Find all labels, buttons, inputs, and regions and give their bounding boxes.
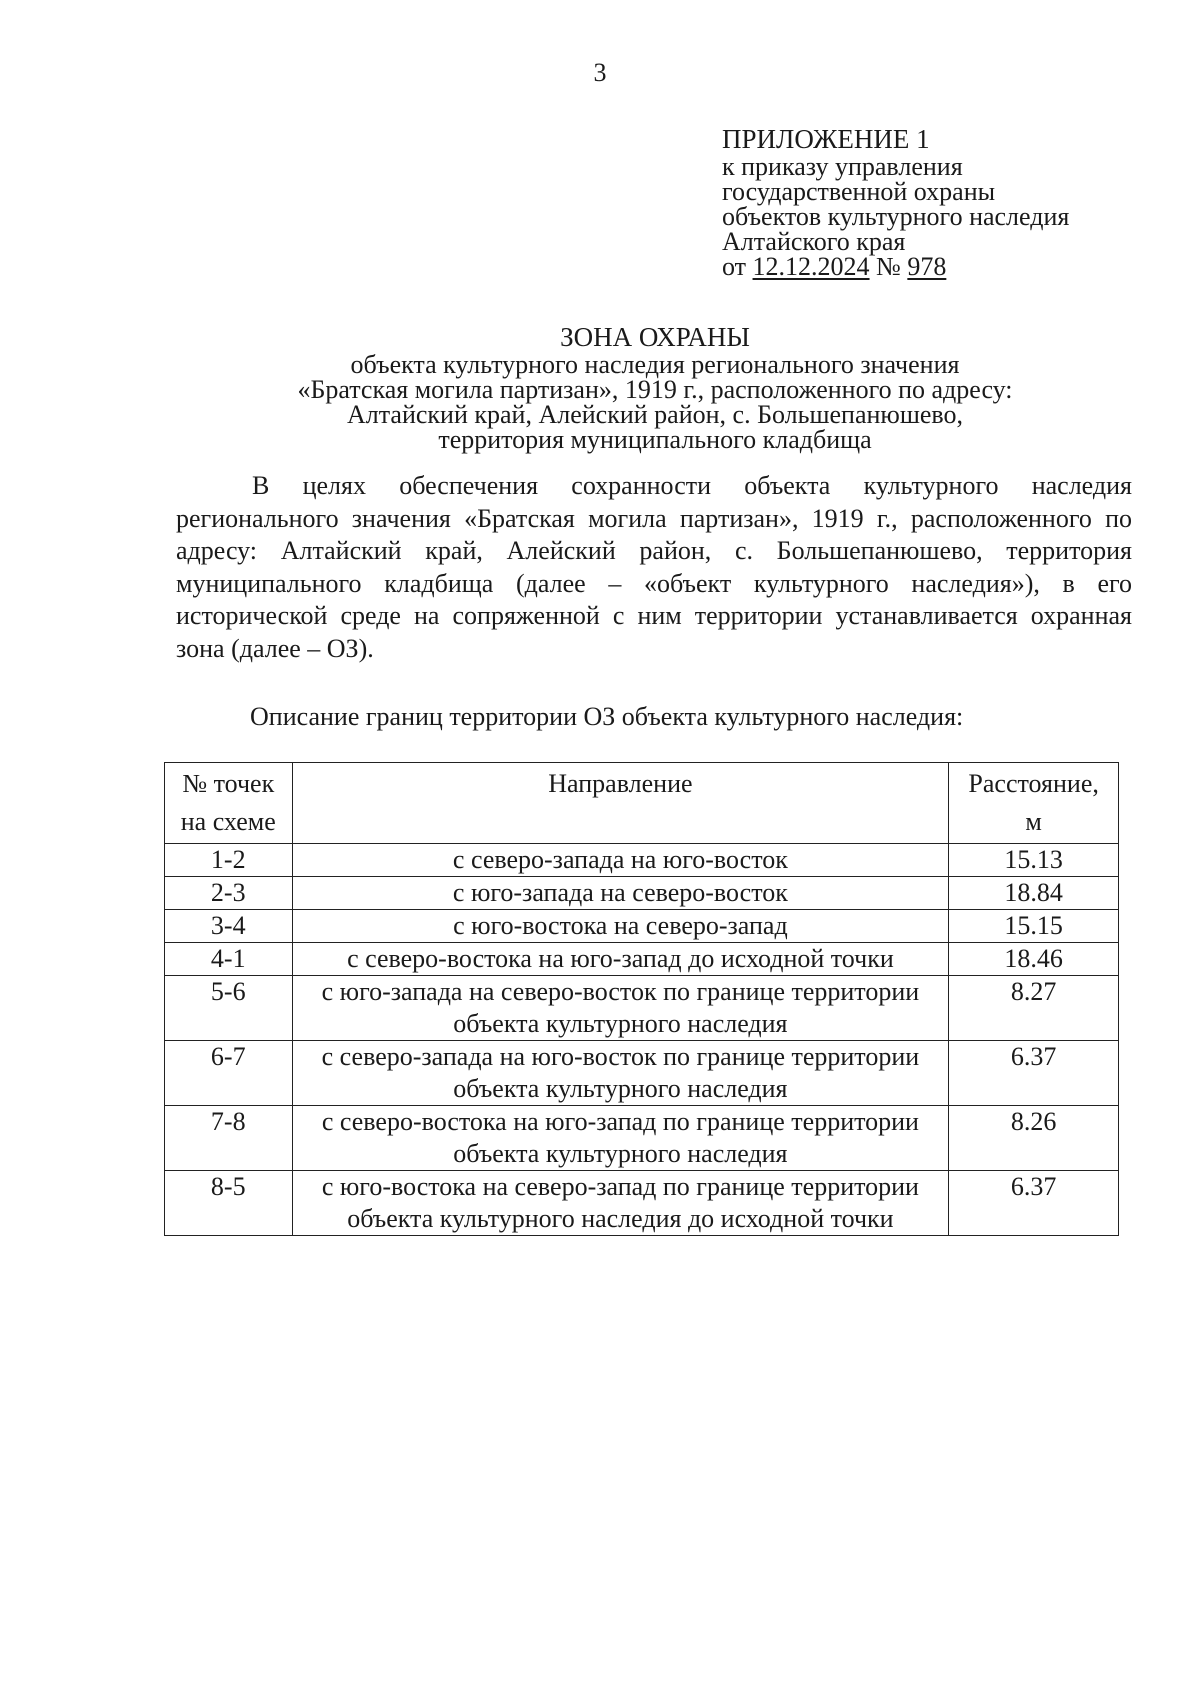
heading-line: территория муниципального кладбища [438, 425, 872, 454]
header-points [165, 763, 293, 844]
table-header-row [165, 763, 1119, 844]
header-distance-line: Расстояние, [968, 769, 1099, 798]
cell-direction: с юго-востока на северо-запад [292, 910, 949, 943]
table-row [165, 1171, 1119, 1236]
cell-distance: 6.37 [949, 1041, 1119, 1106]
cell-points: 7-8 [165, 1106, 293, 1171]
appendix-title: ПРИЛОЖЕНИЕ 1 [722, 124, 930, 154]
cell-points: 6-7 [165, 1041, 293, 1106]
table-row [165, 877, 1119, 910]
appendix-line: государственной охраны [722, 177, 996, 206]
cell-distance: 15.15 [949, 910, 1119, 943]
table-row [165, 1041, 1119, 1106]
cell-points: 8-5 [165, 1171, 293, 1236]
appendix-block [722, 124, 1069, 279]
appendix-line: объектов культурного наследия [722, 202, 1070, 231]
cell-distance: 8.27 [949, 976, 1119, 1041]
heading-line: объекта культурного наследия регионального значения [350, 350, 960, 379]
cell-direction: с юго-востока на северо-запад по границе территории объекта культурного наследия до исходной точки [292, 1171, 949, 1236]
number-prefix: № [869, 252, 908, 281]
table-row [165, 910, 1119, 943]
cell-points: 1-2 [165, 844, 293, 877]
appendix-date-line [722, 254, 1069, 279]
page-number: 3 [593, 58, 607, 87]
cell-distance: 8.26 [949, 1106, 1119, 1171]
cell-direction: с северо-востока на юго-запад по границе территории объекта культурного наследия [292, 1106, 949, 1171]
table-row [165, 1106, 1119, 1171]
cell-points: 3-4 [165, 910, 293, 943]
appendix-line: Алтайского края [722, 227, 906, 256]
header-points-line: № точек [182, 769, 275, 798]
table-caption: Описание границ территории ОЗ объекта культурного наследия: [250, 702, 964, 731]
cell-direction: с юго-запада на северо-восток по границе территории объекта культурного наследия [292, 976, 949, 1041]
date-prefix: от [722, 252, 753, 281]
table-row [165, 844, 1119, 877]
heading-line: «Братская могила партизан», 1919 г., расположенного по адресу: [297, 375, 1013, 404]
cell-direction: с северо-запада на юго-восток [292, 844, 949, 877]
header-points-line: на схеме [180, 807, 276, 836]
cell-distance: 18.46 [949, 943, 1119, 976]
cell-distance: 6.37 [949, 1171, 1119, 1236]
appendix-line: к приказу управления [722, 152, 963, 181]
boundaries-table [164, 762, 1119, 1236]
heading-line: Алтайский край, Алейский район, с. Большепанюшево, [346, 400, 963, 429]
cell-direction: с юго-запада на северо-восток [292, 877, 949, 910]
body-paragraph: В целях обеспечения сохранности объекта культурного наследия регионального значения «Братская могила партизан», 1919 г., расположенного по адресу: Алтайский край, Алейский район, с. Большепанюшево, территория муниципального кладбища (далее – «объект культурного наследия»), в его исторической среде на сопряженной с ним территории устанавливается охранная зона (далее – ОЗ). [176, 471, 1132, 663]
table-row [165, 943, 1119, 976]
cell-distance: 15.13 [949, 844, 1119, 877]
document-heading [0, 322, 1200, 452]
cell-points: 5-6 [165, 976, 293, 1041]
cell-direction: с северо-востока на юго-запад до исходной точки [292, 943, 949, 976]
order-number: 978 [907, 252, 947, 281]
heading-title: ЗОНА ОХРАНЫ [560, 322, 750, 352]
header-distance [949, 763, 1119, 844]
cell-direction: с северо-запада на юго-восток по границе территории объекта культурного наследия [292, 1041, 949, 1106]
cell-points: 4-1 [165, 943, 293, 976]
cell-distance: 18.84 [949, 877, 1119, 910]
table-row [165, 976, 1119, 1041]
cell-points: 2-3 [165, 877, 293, 910]
header-direction: Направление [292, 763, 949, 844]
header-distance-line: м [1025, 807, 1042, 836]
order-date: 12.12.2024 [752, 252, 870, 281]
